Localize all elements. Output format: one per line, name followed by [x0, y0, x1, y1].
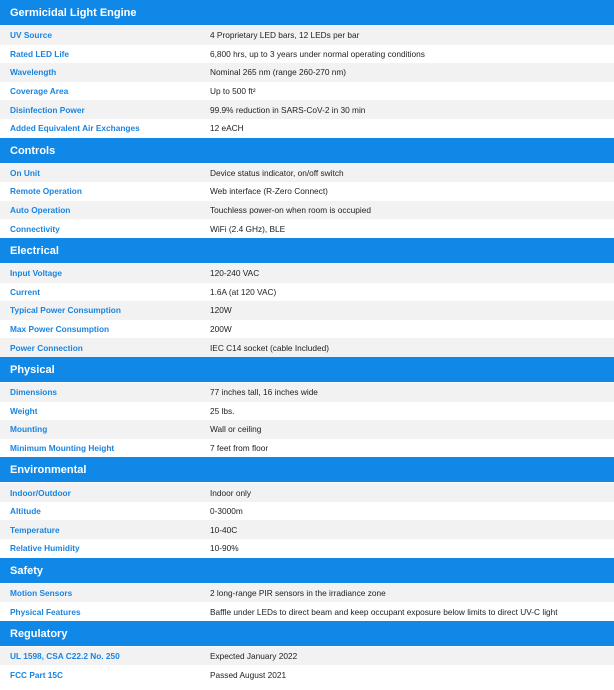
spec-value: 12 eACH — [210, 123, 244, 134]
spec-label: Weight — [10, 405, 38, 416]
spec-row — [0, 383, 614, 402]
spec-value: Baffle under LEDs to direct beam and keep occupant exposure below limits to direct UV-C light — [210, 606, 558, 617]
spec-label: UV Source — [10, 30, 52, 41]
spec-value: Web interface (R-Zero Connect) — [210, 186, 328, 197]
section-header: Germicidal Light Engine — [0, 0, 614, 26]
spec-row — [0, 82, 614, 101]
spec-value: 2 long-range PIR sensors in the irradiance zone — [210, 587, 386, 598]
section-rows — [0, 164, 614, 238]
spec-label: Dimensions — [10, 387, 58, 398]
spec-label: Input Voltage — [10, 268, 62, 279]
spec-row — [0, 439, 614, 458]
spec-row — [0, 63, 614, 82]
spec-row — [0, 665, 614, 684]
spec-row — [0, 520, 614, 539]
spec-row — [0, 164, 614, 183]
spec-label: Max Power Consumption — [10, 324, 110, 335]
spec-label: Motion Sensors — [10, 587, 73, 598]
spec-label: Power Connection — [10, 342, 83, 353]
section-rows — [0, 264, 614, 357]
spec-value: 7 feet from floor — [210, 442, 269, 453]
spec-label: Disinfection Power — [10, 104, 85, 115]
spec-label: FCC Part 15C — [10, 669, 64, 680]
spec-row — [0, 483, 614, 502]
spec-row — [0, 100, 614, 119]
spec-label: Auto Operation — [10, 205, 71, 216]
spec-row — [0, 182, 614, 201]
spec-label: Remote Operation — [10, 186, 82, 197]
spec-row — [0, 539, 614, 558]
spec-value: 99.9% reduction in SARS-CoV-2 in 30 min — [210, 104, 366, 115]
spec-value: IEC C14 socket (cable Included) — [210, 342, 329, 353]
spec-row — [0, 420, 614, 439]
spec-label: Coverage Area — [10, 86, 69, 97]
spec-row — [0, 219, 614, 238]
section-header: Environmental — [0, 457, 614, 483]
spec-row — [0, 338, 614, 357]
section-header: Regulatory — [0, 621, 614, 647]
spec-value: 120-240 VAC — [210, 268, 260, 279]
spec-label: Minimum Mounting Height — [10, 442, 115, 453]
spec-value: 200W — [210, 324, 232, 335]
section-header: Controls — [0, 138, 614, 164]
spec-value: Nominal 265 nm (range 260-270 nm) — [210, 67, 347, 78]
spec-label: Connectivity — [10, 223, 60, 234]
spec-row — [0, 602, 614, 621]
spec-label: Relative Humidity — [10, 543, 80, 554]
spec-label: Wavelength — [10, 67, 57, 78]
spec-label: On Unit — [10, 167, 40, 178]
spec-value: 0-3000m — [210, 506, 243, 517]
spec-row — [0, 283, 614, 302]
spec-label: Added Equivalent Air Exchanges — [10, 123, 140, 134]
spec-value: 25 lbs. — [210, 405, 235, 416]
spec-row — [0, 119, 614, 138]
spec-value: Device status indicator, on/off switch — [210, 167, 344, 178]
spec-row — [0, 301, 614, 320]
spec-value: Expected January 2022 — [210, 651, 298, 662]
spec-row — [0, 402, 614, 421]
section-header: Safety — [0, 558, 614, 584]
section-rows — [0, 483, 614, 557]
spec-label: Indoor/Outdoor — [10, 487, 71, 498]
spec-row — [0, 502, 614, 521]
spec-value: Touchless power-on when room is occupied — [210, 205, 371, 216]
spec-value: Wall or ceiling — [210, 424, 262, 435]
spec-value: 77 inches tall, 16 inches wide — [210, 387, 318, 398]
spec-row — [0, 584, 614, 603]
spec-value: 10-40C — [210, 524, 238, 535]
spec-value: Indoor only — [210, 487, 252, 498]
spec-value: 1.6A (at 120 VAC) — [210, 286, 277, 297]
section-header: Electrical — [0, 238, 614, 264]
spec-value: WiFi (2.4 GHz), BLE — [210, 223, 286, 234]
spec-row — [0, 26, 614, 45]
spec-row — [0, 45, 614, 64]
spec-label: Temperature — [10, 524, 60, 535]
spec-row — [0, 201, 614, 220]
section-rows — [0, 383, 614, 457]
section-rows — [0, 584, 614, 621]
spec-value: 6,800 hrs, up to 3 years under normal operating conditions — [210, 48, 425, 59]
section-header: Physical — [0, 357, 614, 383]
section-rows — [0, 647, 614, 684]
spec-value: Up to 500 ft² — [210, 86, 256, 97]
spec-label: Rated LED Life — [10, 48, 70, 59]
spec-value: Passed August 2021 — [210, 669, 287, 680]
spec-row — [0, 647, 614, 666]
section-rows — [0, 26, 614, 138]
spec-row — [0, 320, 614, 339]
spec-label: Current — [10, 286, 40, 297]
spec-label: UL 1598, CSA C22.2 No. 250 — [10, 651, 120, 662]
spec-label: Physical Features — [10, 606, 81, 617]
spec-label: Typical Power Consumption — [10, 305, 121, 316]
spec-label: Altitude — [10, 506, 41, 517]
spec-value: 4 Proprietary LED bars, 12 LEDs per bar — [210, 30, 360, 41]
spec-value: 120W — [210, 305, 232, 316]
spec-row — [0, 264, 614, 283]
spec-value: 10-90% — [210, 543, 239, 554]
spec-label: Mounting — [10, 424, 48, 435]
